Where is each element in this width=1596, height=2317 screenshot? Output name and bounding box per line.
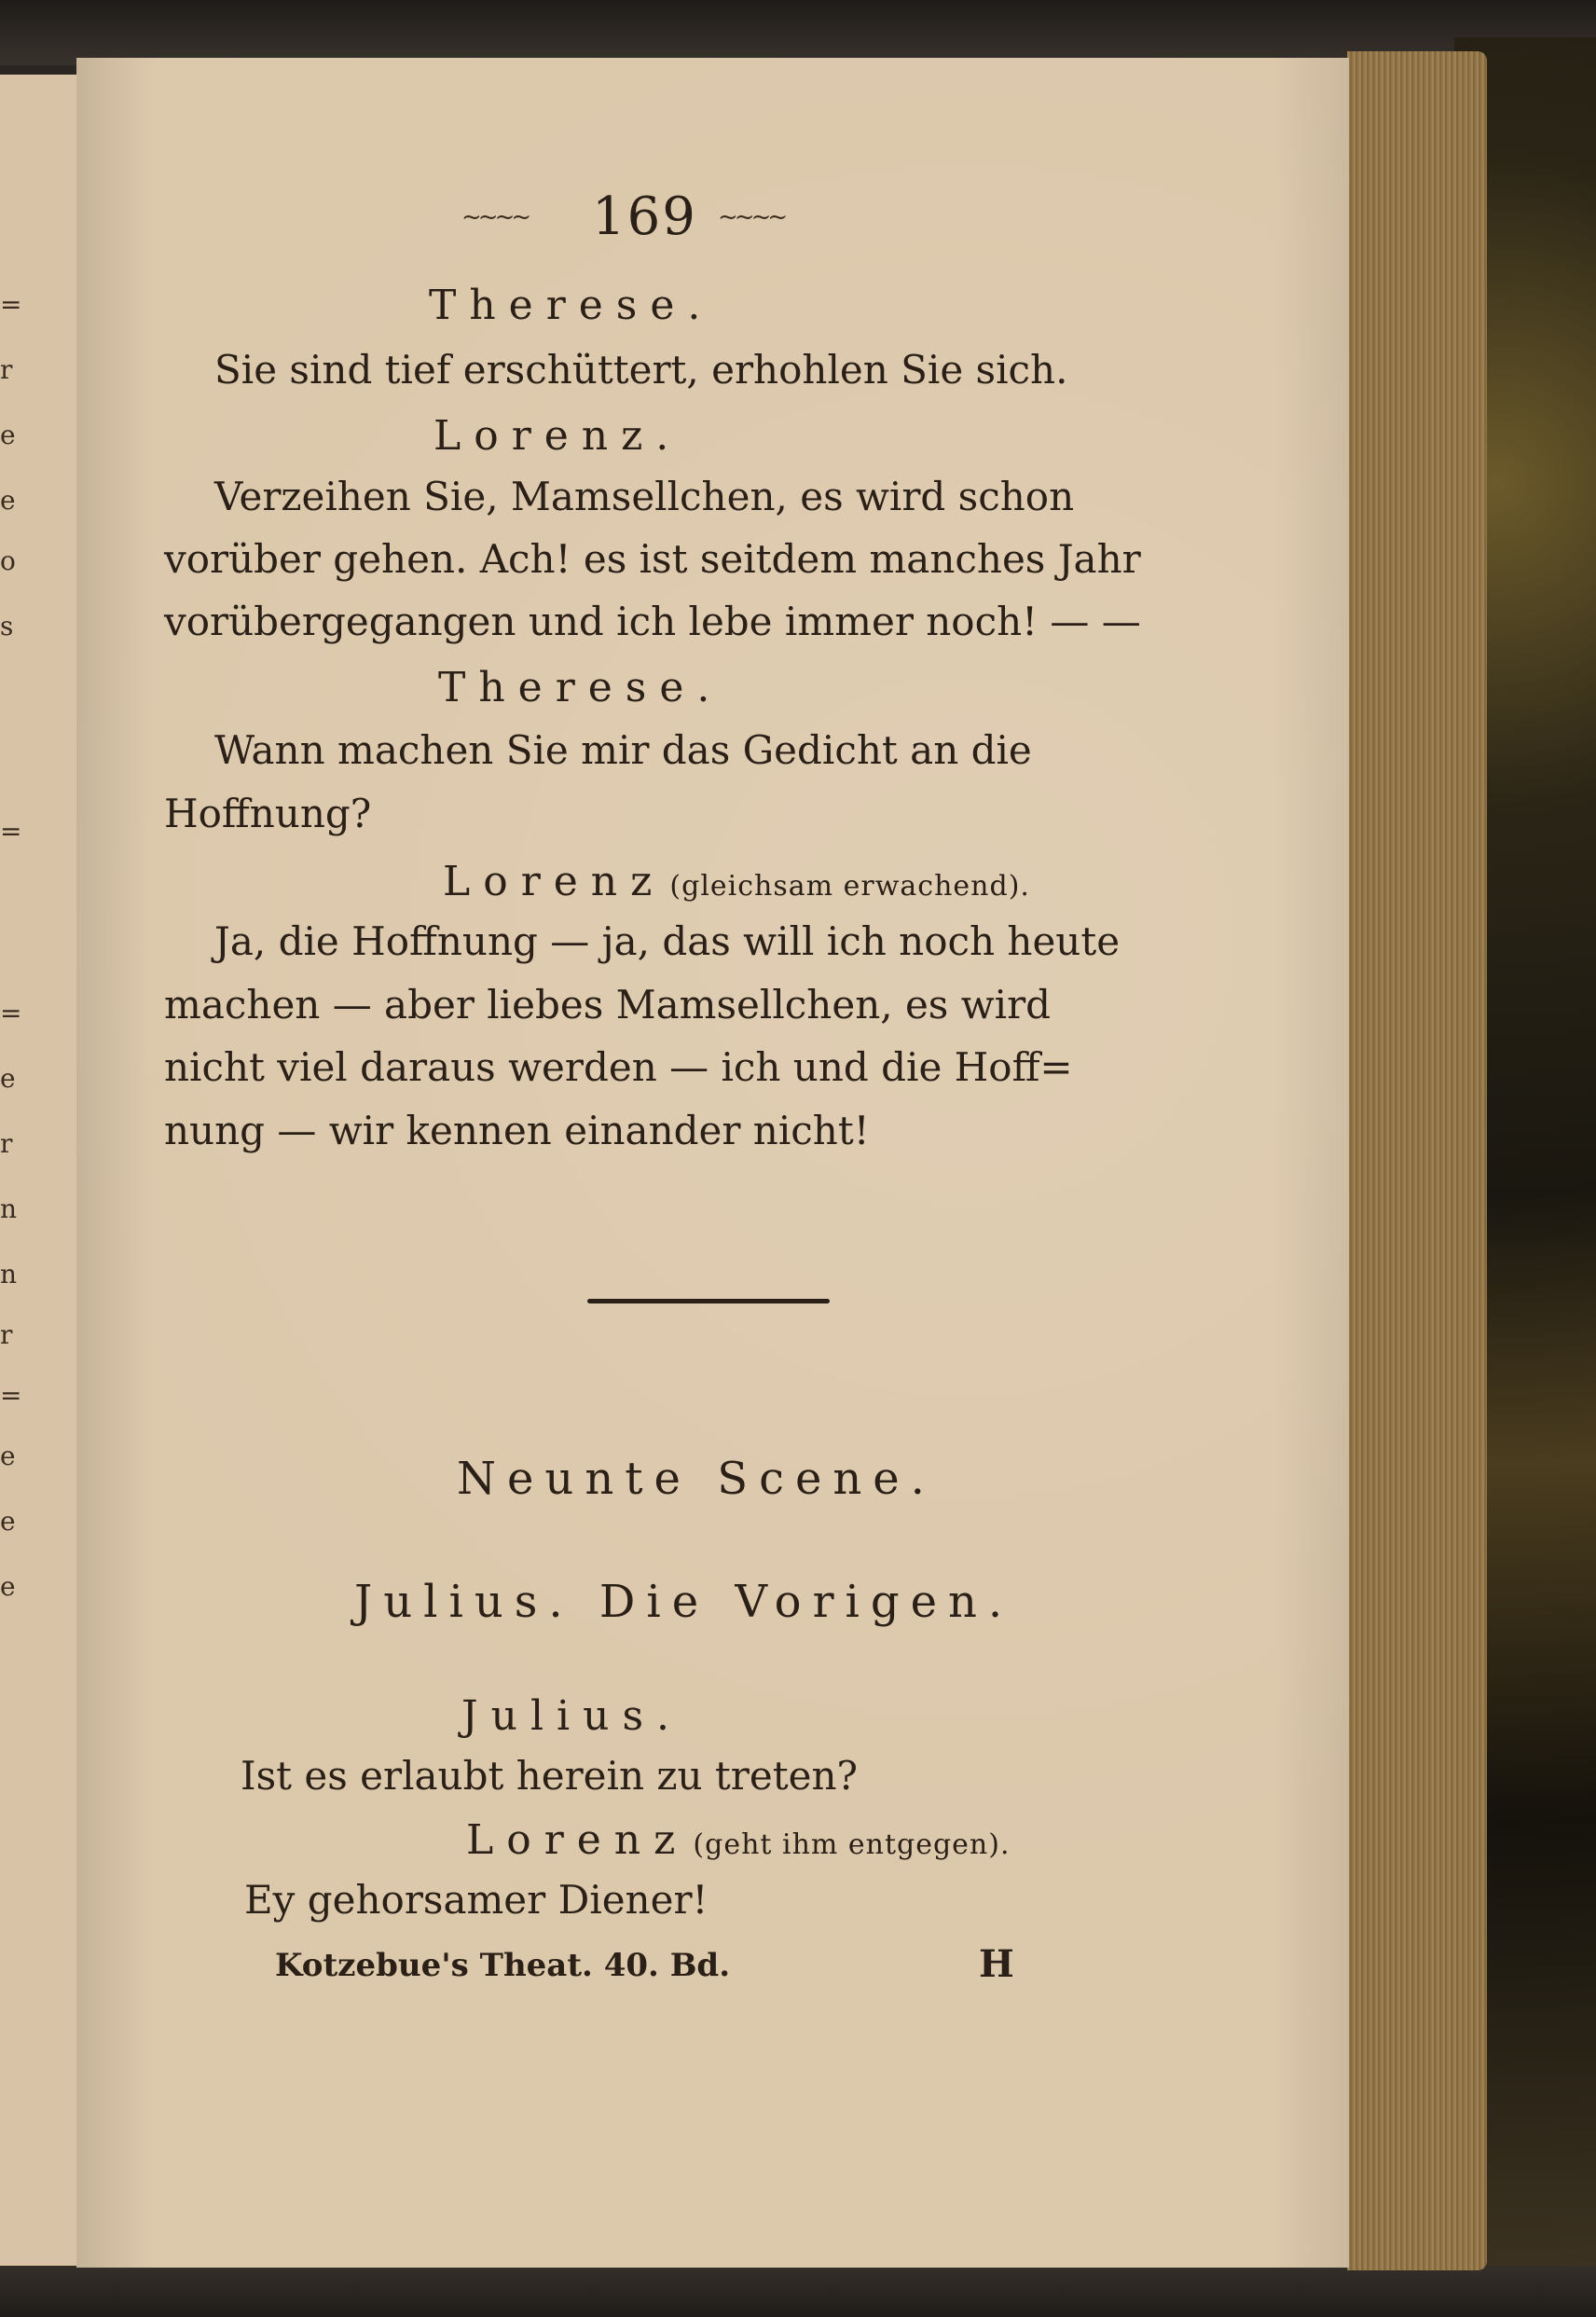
speaker-lorenz: Lorenz: [466, 1816, 689, 1864]
signature-mark: H: [979, 1942, 1014, 1986]
left-glyph: =: [0, 816, 22, 847]
ornament-right: ~~~~: [718, 203, 785, 231]
left-glyph: e: [0, 485, 16, 516]
left-glyph: =: [0, 1380, 22, 1411]
page-edges: [1347, 51, 1487, 2270]
left-glyph: =: [0, 289, 22, 320]
text-line: vorübergegangen und ich lebe immer noch! — —: [164, 599, 1141, 644]
left-glyph: e: [0, 420, 16, 450]
stage-direction: (geht ihm entgegen).: [693, 1828, 1011, 1861]
text-line: Ey gehorsamer Diener!: [244, 1877, 709, 1923]
left-glyph: r: [0, 354, 13, 385]
text-line: machen — aber liebes Mamsellchen, es wird: [164, 982, 1052, 1027]
scene-heading: Neunte Scene.: [457, 1453, 936, 1505]
text-line: Ja, die Hoffnung — ja, das will ich noch heute: [214, 918, 1121, 964]
left-glyph: n: [0, 1193, 18, 1224]
signature-line: Kotzebue's Theat. 40. Bd.: [275, 1947, 731, 1984]
text-line: Wann machen Sie mir das Gedicht an die: [214, 727, 1032, 773]
ornament-left: ~~~~: [461, 203, 529, 231]
left-glyph: n: [0, 1259, 18, 1290]
left-glyph: e: [0, 1506, 16, 1537]
section-divider: [587, 1299, 830, 1303]
left-glyph: o: [0, 545, 16, 576]
left-glyph: e: [0, 1063, 16, 1094]
stage-direction: (gleichsam erwachend).: [669, 870, 1030, 903]
left-page-fragment: [0, 75, 78, 2266]
left-glyph: r: [0, 1319, 13, 1350]
text-line: vorüber gehen. Ach! es ist seitdem manches Jahr: [164, 536, 1141, 582]
speaker-therese: Therese.: [438, 664, 723, 711]
text-line: nung — wir kennen einander nicht!: [164, 1108, 870, 1153]
text-line: Verzeihen Sie, Mamsellchen, es wird schon: [214, 474, 1075, 519]
left-glyph: s: [0, 611, 14, 641]
speaker-lorenz: Lorenz.: [433, 412, 682, 460]
speaker-lorenz: Lorenz: [443, 858, 666, 905]
text-line: nicht viel daraus werden — ich und die Hoff=: [164, 1044, 1073, 1090]
text-line: Ist es erlaubt herein zu treten?: [241, 1753, 859, 1799]
page-number: 169: [592, 186, 697, 247]
speaker-lorenz-line: [466, 1816, 1011, 1864]
speaker-lorenz-line: [443, 858, 1030, 905]
left-glyph: e: [0, 1441, 16, 1471]
scene-cast: Julius. Die Vorigen.: [354, 1576, 1014, 1628]
speaker-therese: Therese.: [429, 282, 714, 329]
left-glyph: r: [0, 1128, 13, 1159]
left-glyph: =: [0, 998, 22, 1028]
speaker-julius: Julius.: [461, 1692, 683, 1740]
text-line: Hoffnung?: [164, 791, 372, 836]
text-line: Sie sind tief erschüttert, erhohlen Sie sich.: [214, 347, 1068, 393]
left-glyph: e: [0, 1571, 16, 1602]
